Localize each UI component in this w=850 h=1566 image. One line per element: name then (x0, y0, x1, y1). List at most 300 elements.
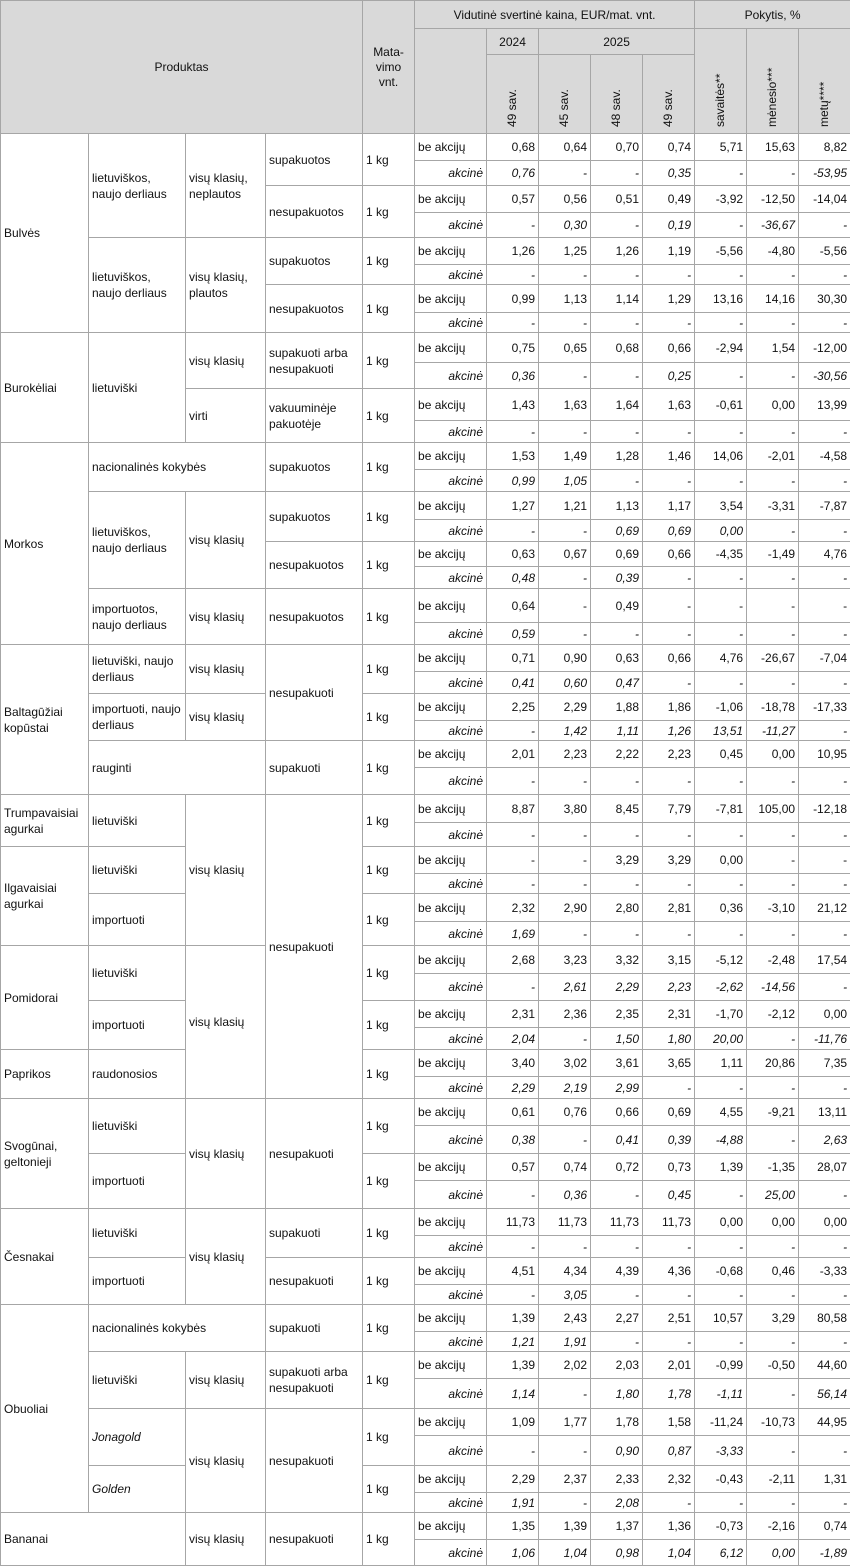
change-cell: - (695, 313, 747, 333)
price-cell: - (591, 421, 643, 443)
pack-label: supakuoti arba nesupakuoti (266, 333, 363, 389)
price-cell: - (643, 567, 695, 589)
pack-label: supakuotos (266, 238, 363, 285)
product-burokeliai: Burokėliai (1, 333, 89, 443)
origin-label: lietuviški (89, 1209, 186, 1258)
origin-label: lietuviškos, naujo derliaus (89, 492, 186, 589)
price-cell: 0,59 (487, 623, 539, 645)
price-cell: 1,17 (643, 492, 695, 520)
price-cell: - (487, 421, 539, 443)
unit-cell: 1 kg (363, 1466, 415, 1513)
change-cell: 0,00 (695, 520, 747, 542)
price-cell: 0,90 (539, 645, 591, 672)
price-cell: - (539, 520, 591, 542)
change-cell: - (747, 874, 799, 894)
price-cell: 1,37 (591, 1513, 643, 1540)
change-cell: -3,33 (799, 1258, 850, 1285)
pack-label: vakuuminėje pakuotėje (266, 389, 363, 443)
price-type-base: be akcijų (415, 333, 487, 363)
price-cell: 1,26 (643, 721, 695, 741)
price-type-promo: akcinė (415, 1332, 487, 1352)
price-type-promo: akcinė (415, 421, 487, 443)
price-cell: - (487, 1181, 539, 1209)
price-type-promo: akcinė (415, 1493, 487, 1513)
change-cell: -0,61 (695, 389, 747, 421)
price-cell: 2,36 (539, 1001, 591, 1028)
price-row-base (1, 694, 850, 721)
origin-label: lietuviškos, naujo derliaus (89, 238, 186, 333)
price-cell: - (643, 313, 695, 333)
origin-label: lietuviški, naujo derliaus (89, 645, 186, 694)
change-cell: 3,54 (695, 492, 747, 520)
origin-label: nacionalinės kokybės (89, 1305, 266, 1352)
origin-label: importuotos, naujo derliaus (89, 589, 186, 645)
change-cell: -12,50 (747, 186, 799, 213)
change-cell: -10,73 (747, 1409, 799, 1436)
price-cell: - (591, 161, 643, 186)
class-label: visų klasių (186, 1352, 266, 1409)
price-cell: 1,14 (591, 285, 643, 313)
price-type-promo: akcinė (415, 1236, 487, 1258)
price-cell: - (591, 823, 643, 847)
price-cell: - (487, 823, 539, 847)
price-cell: 2,27 (591, 1305, 643, 1332)
price-cell: - (539, 363, 591, 389)
header-week-2025-48: 48 sav. (591, 55, 643, 134)
price-cell: 1,35 (487, 1513, 539, 1540)
unit-cell: 1 kg (363, 389, 415, 443)
price-row-base (1, 443, 850, 470)
change-cell: -0,73 (695, 1513, 747, 1540)
change-cell: - (747, 1077, 799, 1099)
price-type-promo: akcinė (415, 313, 487, 333)
price-cell: 0,65 (539, 333, 591, 363)
price-cell: 0,49 (591, 589, 643, 623)
price-row-base (1, 1466, 850, 1493)
price-cell: - (643, 470, 695, 492)
unit-cell: 1 kg (363, 1001, 415, 1050)
price-cell: 1,77 (539, 1409, 591, 1436)
price-cell: 1,69 (487, 922, 539, 946)
price-cell: 0,67 (539, 542, 591, 567)
price-type-base: be akcijų (415, 285, 487, 313)
change-cell: -7,87 (799, 492, 850, 520)
change-cell: -14,04 (799, 186, 850, 213)
price-row-base (1, 1209, 850, 1236)
change-cell: -5,12 (695, 946, 747, 974)
price-type-promo: akcinė (415, 1028, 487, 1050)
price-cell: 0,74 (643, 134, 695, 161)
change-cell: 13,51 (695, 721, 747, 741)
price-row-base (1, 1001, 850, 1028)
price-type-promo: akcinė (415, 265, 487, 285)
change-cell: - (695, 213, 747, 238)
price-type-base: be akcijų (415, 1352, 487, 1379)
price-cell: 0,39 (591, 567, 643, 589)
change-cell: 2,63 (799, 1126, 850, 1154)
price-cell: 1,49 (539, 443, 591, 470)
price-cell: - (487, 520, 539, 542)
variety-label: Jonagold (89, 1409, 186, 1466)
price-cell: - (487, 874, 539, 894)
change-cell: - (799, 1077, 850, 1099)
price-cell: - (643, 823, 695, 847)
change-cell: - (799, 567, 850, 589)
price-cell: 0,66 (643, 542, 695, 567)
change-cell: - (695, 1285, 747, 1305)
header-week-2024-49: 49 sav. (487, 55, 539, 134)
change-cell: 4,76 (799, 542, 850, 567)
price-cell: 0,90 (591, 1436, 643, 1466)
price-cell: - (643, 589, 695, 623)
price-cell: 0,48 (487, 567, 539, 589)
price-cell: 0,38 (487, 1126, 539, 1154)
price-cell: 8,87 (487, 795, 539, 823)
price-cell: 0,60 (539, 672, 591, 694)
price-cell: 0,41 (487, 672, 539, 694)
unit-cell: 1 kg (363, 186, 415, 238)
price-cell: - (539, 1379, 591, 1409)
price-cell: - (643, 265, 695, 285)
change-cell: - (695, 768, 747, 795)
unit-cell: 1 kg (363, 1305, 415, 1352)
price-cell: 0,63 (591, 645, 643, 672)
product-kopustai: Baltagūžiai kopūstai (1, 645, 89, 795)
pack-label: supakuoti (266, 741, 363, 795)
pack-label: nesupakuoti (266, 1409, 363, 1513)
change-cell: 1,31 (799, 1466, 850, 1493)
price-type-base: be akcijų (415, 1209, 487, 1236)
change-cell: - (747, 1285, 799, 1305)
price-row-base (1, 894, 850, 922)
change-cell: - (747, 1028, 799, 1050)
change-cell: - (799, 589, 850, 623)
price-type-base: be akcijų (415, 1466, 487, 1493)
price-cell: - (539, 768, 591, 795)
unit-cell: 1 kg (363, 795, 415, 847)
change-cell: - (695, 363, 747, 389)
price-cell: - (591, 313, 643, 333)
change-cell: - (695, 874, 747, 894)
price-cell: 1,63 (539, 389, 591, 421)
price-cell: - (591, 768, 643, 795)
price-row-base (1, 134, 850, 161)
change-cell: 105,00 (747, 795, 799, 823)
class-label: visų klasių (186, 645, 266, 694)
price-cell: 0,47 (591, 672, 643, 694)
price-row-base (1, 645, 850, 672)
change-cell: -2,16 (747, 1513, 799, 1540)
change-cell: - (695, 1332, 747, 1352)
price-cell: 2,29 (539, 694, 591, 721)
unit-cell: 1 kg (363, 1409, 415, 1466)
price-cell: 3,61 (591, 1050, 643, 1077)
change-cell: 14,06 (695, 443, 747, 470)
variety-label: Golden (89, 1466, 186, 1513)
header-week-2025-49: 49 sav. (643, 55, 695, 134)
change-cell: - (799, 421, 850, 443)
price-cell: 0,49 (643, 186, 695, 213)
price-cell: 1,21 (539, 492, 591, 520)
price-row-base (1, 946, 850, 974)
change-cell: - (747, 823, 799, 847)
price-cell: 1,43 (487, 389, 539, 421)
price-cell: 2,81 (643, 894, 695, 922)
price-cell: - (591, 1236, 643, 1258)
price-cell: - (591, 1332, 643, 1352)
header-change: Pokytis, % (695, 1, 850, 29)
pack-label: nesupakuoti (266, 795, 363, 1099)
price-cell: 1,26 (591, 238, 643, 265)
product-ilgavaisiai-agurkai: Ilgavaisiai agurkai (1, 847, 89, 946)
change-cell: -7,04 (799, 645, 850, 672)
change-cell: - (747, 1332, 799, 1352)
change-cell: 80,58 (799, 1305, 850, 1332)
origin-label: nacionalinės kokybės (89, 443, 266, 492)
price-cell: 1,46 (643, 443, 695, 470)
product-paprikos: Paprikos (1, 1050, 89, 1099)
change-cell: - (799, 520, 850, 542)
header-unit: Mata- vimo vnt. (363, 1, 415, 134)
price-cell: 3,40 (487, 1050, 539, 1077)
change-cell: - (747, 1379, 799, 1409)
price-type-promo: akcinė (415, 922, 487, 946)
change-cell: 1,11 (695, 1050, 747, 1077)
price-type-promo: akcinė (415, 623, 487, 645)
price-cell: 0,68 (591, 333, 643, 363)
change-cell: 14,16 (747, 285, 799, 313)
change-cell: - (799, 1436, 850, 1466)
price-type-promo: akcinė (415, 567, 487, 589)
price-row-base (1, 1409, 850, 1436)
change-cell: -2,48 (747, 946, 799, 974)
price-cell: 0,99 (487, 470, 539, 492)
price-row-base (1, 238, 850, 265)
price-cell: 0,98 (591, 1540, 643, 1566)
change-cell: - (799, 1285, 850, 1305)
product-svogunai: Svogūnai, geltonieji (1, 1099, 89, 1209)
price-cell: 8,45 (591, 795, 643, 823)
price-cell: 2,80 (591, 894, 643, 922)
product-bulves: Bulvės (1, 134, 89, 333)
price-cell: 1,53 (487, 443, 539, 470)
change-cell: -2,62 (695, 974, 747, 1001)
change-cell: -4,80 (747, 238, 799, 265)
change-cell: - (799, 847, 850, 874)
price-cell: 11,73 (591, 1209, 643, 1236)
price-type-base: be akcijų (415, 894, 487, 922)
change-cell: - (695, 1236, 747, 1258)
price-type-promo: akcinė (415, 823, 487, 847)
price-cell: 0,39 (643, 1126, 695, 1154)
price-cell: 2,01 (487, 741, 539, 768)
unit-cell: 1 kg (363, 1209, 415, 1258)
class-label: visų klasių (186, 795, 266, 946)
price-cell: 0,19 (643, 213, 695, 238)
change-cell: 44,60 (799, 1352, 850, 1379)
price-cell: 1,42 (539, 721, 591, 741)
price-cell: 0,36 (487, 363, 539, 389)
price-cell: 1,63 (643, 389, 695, 421)
header-year-2024: 2024 (487, 29, 539, 55)
change-cell: -2,12 (747, 1001, 799, 1028)
price-row-base (1, 847, 850, 874)
price-cell: 0,76 (487, 161, 539, 186)
price-cell: - (591, 874, 643, 894)
price-type-base: be akcijų (415, 443, 487, 470)
change-cell: -3,10 (747, 894, 799, 922)
change-cell: -9,21 (747, 1099, 799, 1126)
change-cell: - (799, 721, 850, 741)
price-cell: 0,71 (487, 645, 539, 672)
price-cell: 1,13 (591, 492, 643, 520)
price-type-base: be akcijų (415, 1099, 487, 1126)
price-cell: 1,78 (643, 1379, 695, 1409)
price-row-base (1, 492, 850, 520)
change-cell: - (747, 567, 799, 589)
origin-label: importuoti (89, 1154, 186, 1209)
class-label: visų klasių, plautos (186, 238, 266, 333)
change-cell: - (695, 161, 747, 186)
change-cell: -1,35 (747, 1154, 799, 1181)
price-cell: 0,51 (591, 186, 643, 213)
change-cell: -11,24 (695, 1409, 747, 1436)
price-cell: - (539, 847, 591, 874)
class-label: visų klasių (186, 1409, 266, 1513)
price-type-promo: akcinė (415, 672, 487, 694)
price-cell: 0,45 (643, 1181, 695, 1209)
price-cell: - (539, 1236, 591, 1258)
price-cell: 7,79 (643, 795, 695, 823)
price-cell: - (591, 922, 643, 946)
origin-label: rauginti (89, 741, 266, 795)
price-cell: - (591, 1285, 643, 1305)
change-cell: - (799, 823, 850, 847)
price-row-base (1, 1352, 850, 1379)
price-cell: - (487, 768, 539, 795)
change-cell: -3,33 (695, 1436, 747, 1466)
change-cell: -1,70 (695, 1001, 747, 1028)
product-trumpavaisiai-agurkai: Trumpavaisiai agurkai (1, 795, 89, 847)
price-row-base (1, 333, 850, 363)
price-cell: 1,21 (487, 1332, 539, 1352)
change-cell: - (799, 265, 850, 285)
change-cell: - (747, 313, 799, 333)
price-type-base: be akcijų (415, 741, 487, 768)
price-cell: 2,61 (539, 974, 591, 1001)
origin-label: importuoti (89, 894, 186, 946)
change-cell: -2,94 (695, 333, 747, 363)
change-cell: 0,00 (695, 1209, 747, 1236)
change-cell: - (695, 567, 747, 589)
price-cell: 2,32 (487, 894, 539, 922)
change-cell: - (695, 1181, 747, 1209)
price-cell: 2,90 (539, 894, 591, 922)
price-cell: 2,01 (643, 1352, 695, 1379)
price-cell: - (643, 768, 695, 795)
origin-label: lietuviški (89, 333, 186, 443)
price-cell: 2,22 (591, 741, 643, 768)
price-row-base (1, 1099, 850, 1126)
price-cell: 2,43 (539, 1305, 591, 1332)
price-cell: - (539, 567, 591, 589)
price-type-base: be akcijų (415, 1305, 487, 1332)
change-cell: - (695, 1077, 747, 1099)
price-cell: 2,19 (539, 1077, 591, 1099)
price-type-base: be akcijų (415, 389, 487, 421)
change-cell: 1,39 (695, 1154, 747, 1181)
change-cell: - (747, 672, 799, 694)
price-cell: - (591, 213, 643, 238)
price-cell: - (487, 313, 539, 333)
price-cell: - (487, 265, 539, 285)
price-type-promo: akcinė (415, 768, 487, 795)
change-cell: 28,07 (799, 1154, 850, 1181)
change-cell: - (747, 265, 799, 285)
price-cell: 0,66 (591, 1099, 643, 1126)
origin-label: lietuviški (89, 1352, 186, 1409)
product-obuoliai: Obuoliai (1, 1305, 89, 1513)
price-cell: 2,02 (539, 1352, 591, 1379)
product-morkos: Morkos (1, 443, 89, 645)
change-cell: -2,11 (747, 1466, 799, 1493)
change-cell: - (747, 470, 799, 492)
price-type-base: be akcijų (415, 1409, 487, 1436)
price-cell: 2,35 (591, 1001, 643, 1028)
product-cesnakai: Česnakai (1, 1209, 89, 1305)
price-cell: 0,69 (591, 520, 643, 542)
pack-label: nesupakuotos (266, 186, 363, 238)
price-cell: 1,14 (487, 1379, 539, 1409)
price-cell: 3,80 (539, 795, 591, 823)
price-cell: 0,66 (643, 333, 695, 363)
change-cell: 0,45 (695, 741, 747, 768)
change-cell: - (695, 421, 747, 443)
price-cell: - (643, 1077, 695, 1099)
price-cell: - (539, 421, 591, 443)
price-cell: - (591, 1181, 643, 1209)
price-cell: - (487, 847, 539, 874)
price-cell: 4,34 (539, 1258, 591, 1285)
price-cell: - (643, 672, 695, 694)
price-type-promo: akcinė (415, 721, 487, 741)
unit-cell: 1 kg (363, 847, 415, 894)
price-cell: 2,33 (591, 1466, 643, 1493)
price-cell: - (591, 363, 643, 389)
change-cell: - (747, 589, 799, 623)
price-type-promo: akcinė (415, 1379, 487, 1409)
change-cell: - (695, 672, 747, 694)
unit-cell: 1 kg (363, 694, 415, 741)
price-cell: 0,73 (643, 1154, 695, 1181)
price-cell: 0,76 (539, 1099, 591, 1126)
price-cell: - (643, 1236, 695, 1258)
price-cell: - (643, 874, 695, 894)
price-type-base: be akcijų (415, 589, 487, 623)
price-type-promo: akcinė (415, 974, 487, 1001)
price-cell: 1,04 (643, 1540, 695, 1566)
price-cell: 0,61 (487, 1099, 539, 1126)
price-cell: 0,41 (591, 1126, 643, 1154)
change-cell: - (747, 161, 799, 186)
price-cell: 4,51 (487, 1258, 539, 1285)
unit-cell: 1 kg (363, 645, 415, 694)
price-row-base (1, 1154, 850, 1181)
unit-cell: 1 kg (363, 894, 415, 946)
price-cell: 1,36 (643, 1513, 695, 1540)
price-cell: 0,69 (643, 520, 695, 542)
change-cell: - (747, 520, 799, 542)
